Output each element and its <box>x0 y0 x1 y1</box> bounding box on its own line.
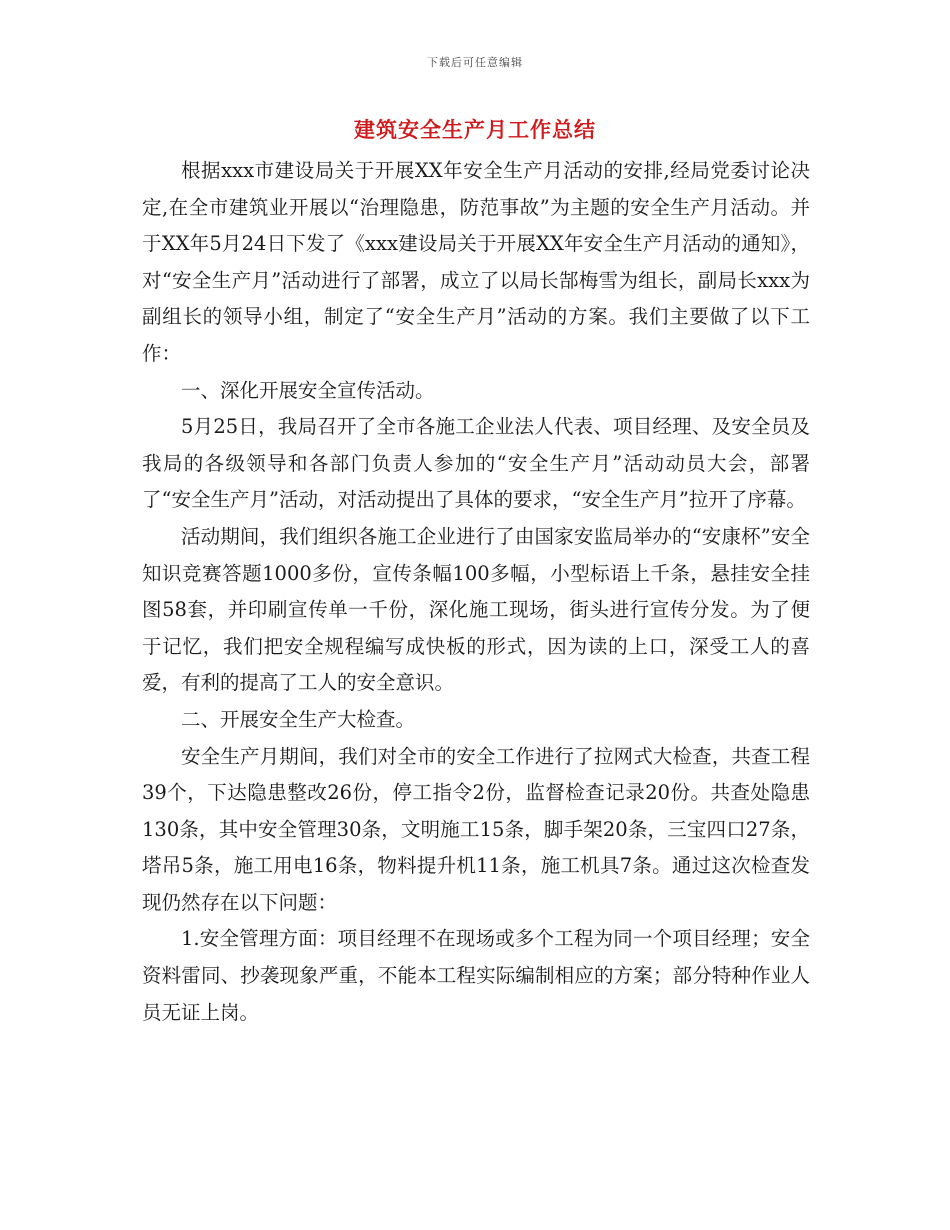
section-heading-1: 一、深化开展安全宣传活动。 <box>181 378 435 402</box>
section-heading-2: 二、开展安全生产大检查。 <box>181 707 416 731</box>
document-body <box>142 153 810 1031</box>
paragraph-issue-1: 1.安全管理方面：项目经理不在现场或多个工程为同一个项目经理；安全资料雷同、抄袭现象严重，不能本工程实际编制相应的方案；部分特种作业人员无证上岗。 <box>142 927 810 1024</box>
document-title: 建筑安全生产月工作总结 <box>354 117 596 142</box>
paragraph-activities: 活动期间，我们组织各施工企业进行了由国家安监局举办的“安康杯”安全知识竞赛答题1000多份，宣传条幅100多幅，小型标语上千条，悬挂安全挂图58套，并印刷宣传单一千份，深化施工现场，街头进行宣传分发。为了便于记忆，我们把安全规程编写成快板的形式，因为读的上口，深受工人的喜爱，有利的提高了工人的安全意识。 <box>142 524 810 695</box>
header-note: 下载后可任意编辑 <box>427 56 523 69</box>
paragraph-inspection: 安全生产月期间，我们对全市的安全工作进行了拉网式大检查，共查工程39个，下达隐患整改26份，停工指令2份，监督检查记录20份。共查处隐患130条，其中安全管理30条，文明施工15条，脚手架20条，三宝四口27条，塔吊5条，施工用电16条，物料提升机11条，施工机具7条。通过这次检查发现仍然存在以下问题： <box>142 744 810 914</box>
paragraph-intro: 根据xxx市建设局关于开展XX年安全生产月活动的安排,经局党委讨论决定,在全市建筑业开展以“治理隐患，防范事故”为主题的安全生产月活动。并于XX年5月24日下发了《xxx建设局关于开展XX年安全生产月活动的通知》，对“安全生产月”活动进行了部署，成立了以局长郜梅雪为组长，副局长xxx为副组长的领导小组，制定了“安全生产月”活动的方案。我们主要做了以下工作： <box>142 159 810 365</box>
paragraph-mobilization: 5月25日，我局召开了全市各施工企业法人代表、项目经理、及安全员及我局的各级领导和各部门负责人参加的“安全生产月”活动动员大会，部署了“安全生产月”活动，对活动提出了具体的要求，“安全生产月”拉开了序幕。 <box>142 415 810 512</box>
